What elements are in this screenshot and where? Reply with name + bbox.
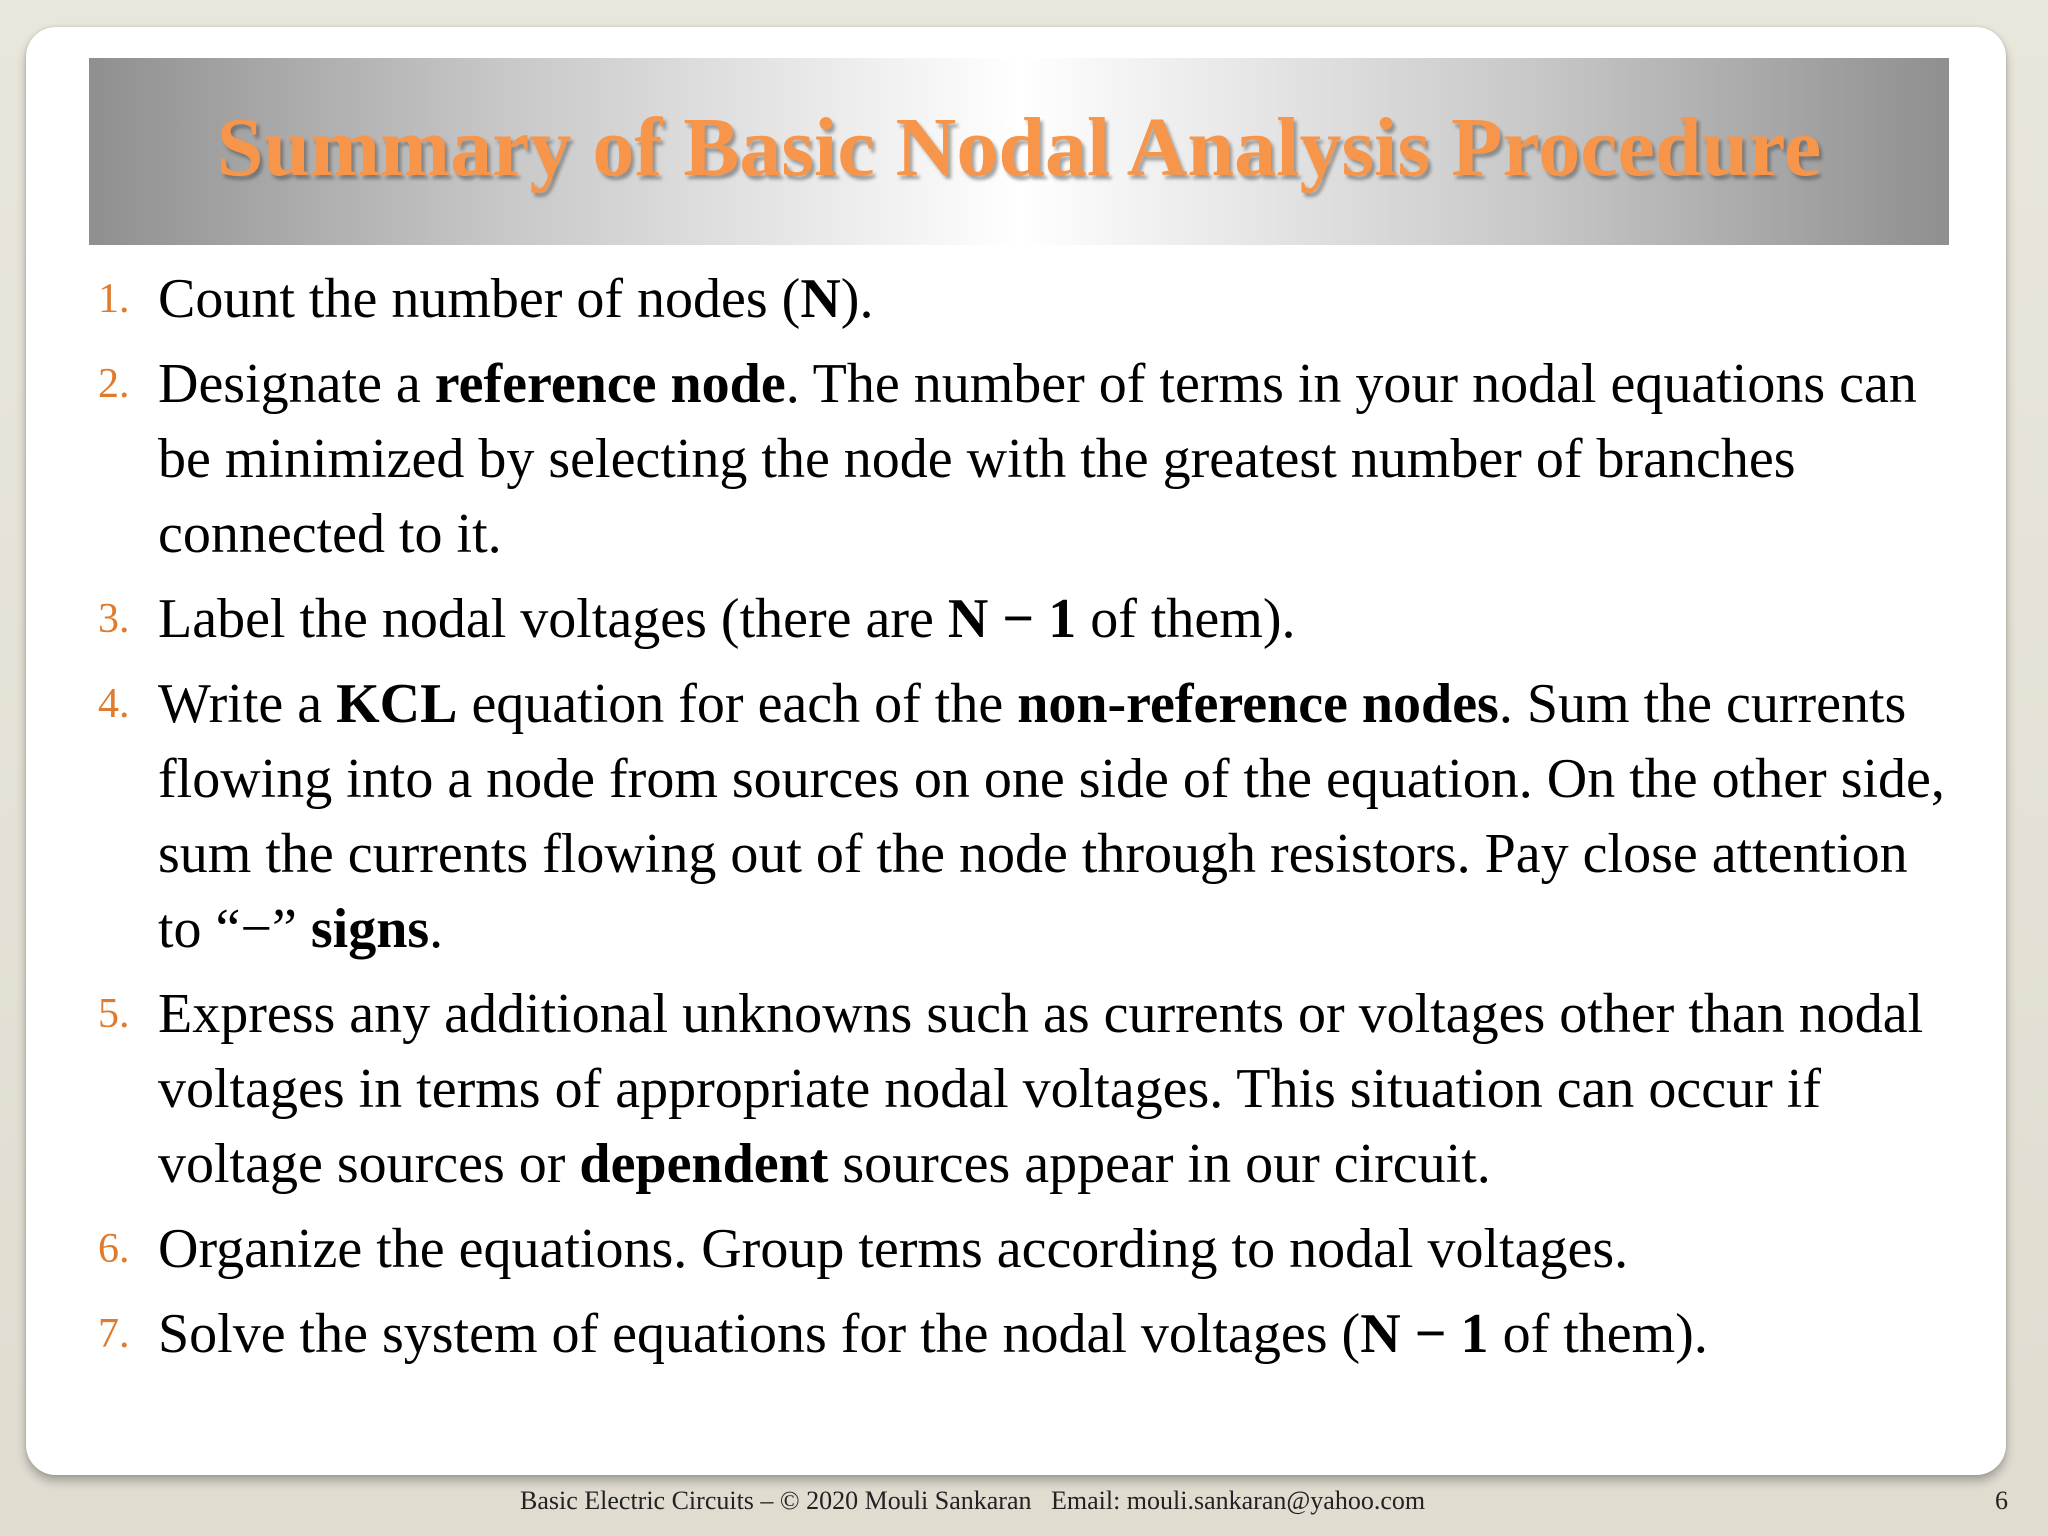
step-text-run: equation for each of the [457,673,1018,735]
title-bar [89,58,1949,245]
step-text-run: of them). [1076,588,1296,650]
step-text-run: Label the nodal voltages (there are [158,588,948,650]
procedure-step [90,667,1960,967]
procedure-step [90,347,1960,572]
step-text-run: . The number of terms in your nodal equations can be minimized by selecting the node with the greatest number of branches connected to it. [158,353,1917,565]
step-text-run: of them). [1488,1303,1708,1365]
footer-copyright: Basic Electric Circuits – © 2020 Mouli Sankaran Email: mouli.sankaran@yahoo.com [520,1486,1426,1515]
step-text-run: Express any additional unknowns such as currents or voltages other than nodal voltages in terms of appropriate nodal voltages. This situation can occur if voltage sources or [158,983,1924,1195]
procedure-step [90,582,1960,657]
step-number: 4. [98,681,130,727]
slide-footer [0,1484,2048,1524]
step-text-run: ). [840,268,874,330]
step-text-emphasis: reference node [434,353,786,415]
step-text-emphasis: N − 1 [1360,1303,1489,1365]
step-text-emphasis: N − 1 [947,588,1077,650]
step-number: 6. [98,1226,130,1272]
step-text [158,983,1923,1195]
step-text-run: . [429,898,444,960]
step-number: 2. [98,361,130,407]
step-text-emphasis: N [800,268,841,330]
step-number: 5. [98,991,130,1037]
step-text-run: Write a [158,673,337,735]
step-text-emphasis: non-reference nodes [1017,673,1499,735]
procedure-step [90,977,1960,1202]
procedure-step [90,1212,1960,1287]
step-text-run: . Sum the currents flowing into a node from sources on one side of the equation. On the other side, sum the currents flowing out of the node through resistors. Pay close attention to “−” [158,673,1945,960]
step-text-emphasis: dependent [579,1133,829,1195]
step-text-run: sources appear in our circuit. [828,1133,1491,1195]
step-text-run: Solve the system of equations for the nodal voltages ( [158,1303,1361,1365]
step-number: 3. [98,596,130,642]
page-number: 6 [1995,1486,2008,1515]
slide-title: Summary of Basic Nodal Analysis Procedure [216,101,1822,194]
step-text-emphasis: signs [310,898,430,960]
procedure-steps-list [90,262,1960,1382]
step-number: 7. [98,1311,130,1357]
step-text-run: Count the number of nodes ( [158,268,801,330]
step-number: 1. [98,276,130,322]
step-text-emphasis: KCL [336,673,458,735]
step-text-run: Organize the equations. Group terms according to nodal voltages. [158,1218,1629,1280]
step-text [158,1303,1708,1365]
step-text [158,1218,1628,1280]
step-text-run: Designate a [158,353,435,415]
step-text [158,588,1296,650]
step-text [158,268,873,330]
procedure-step [90,262,1960,337]
procedure-step [90,1297,1960,1372]
step-text [158,673,1945,960]
step-text [158,353,1917,565]
